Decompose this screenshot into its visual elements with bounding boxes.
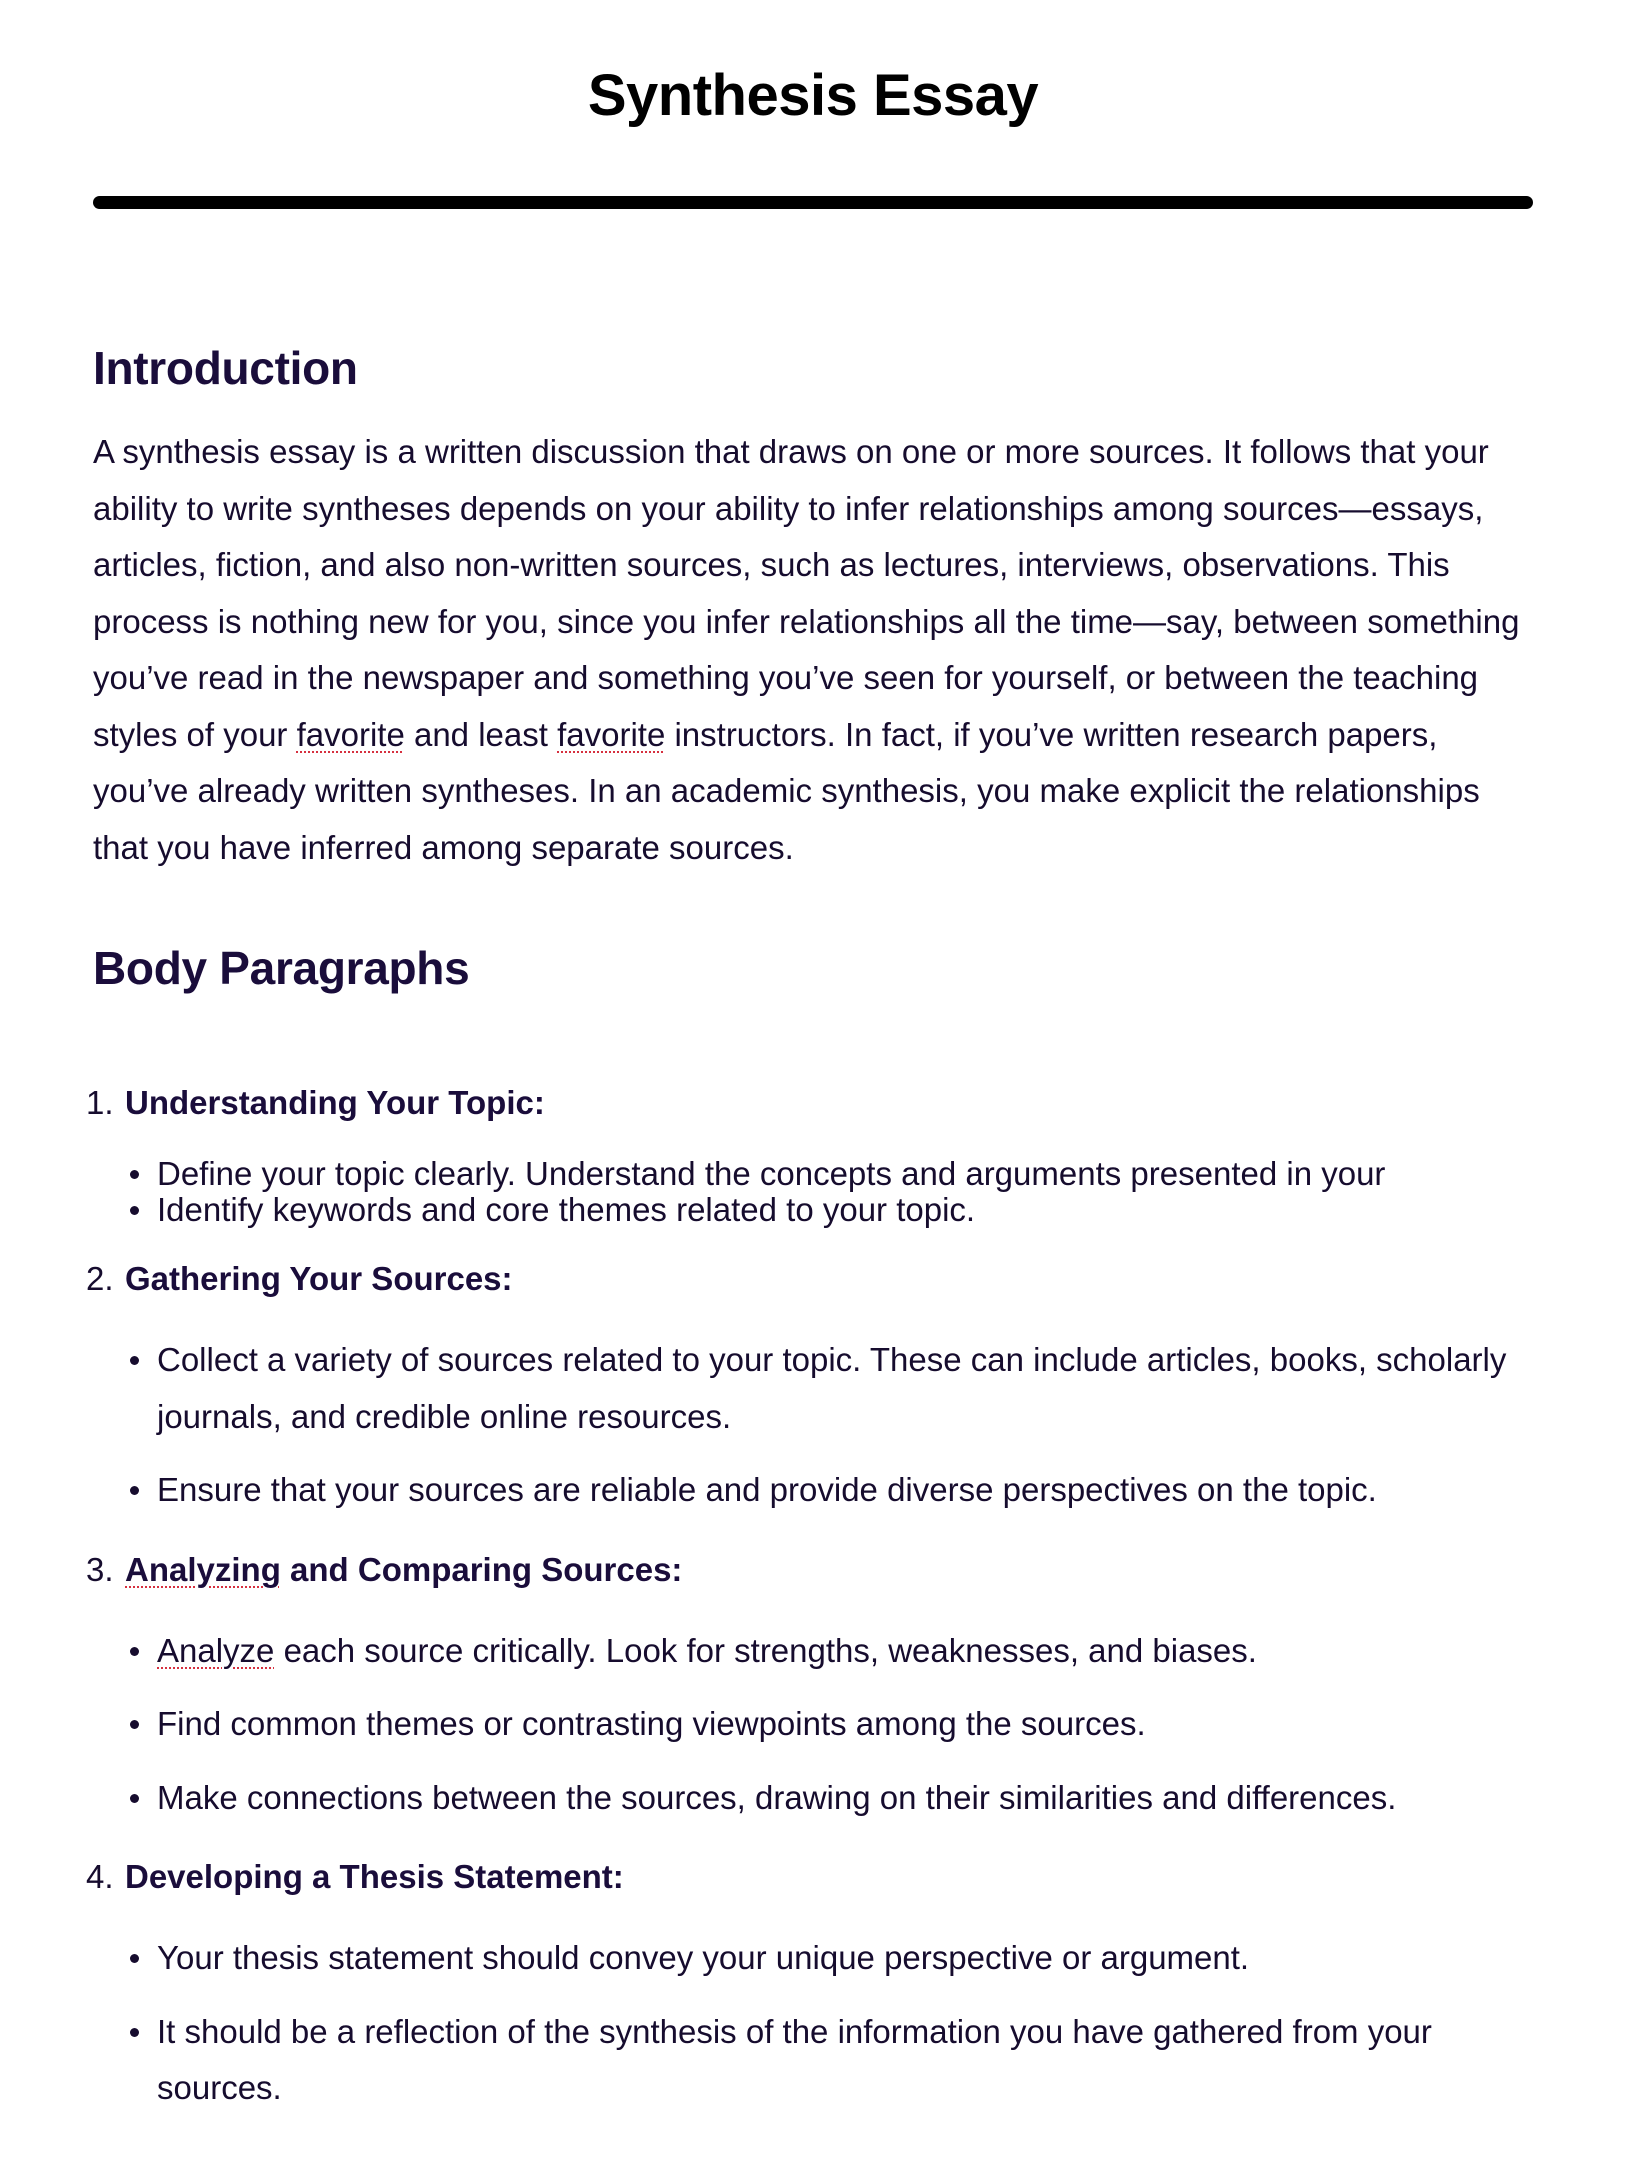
- bullet-text: Ensure that your sources are reliable and provide diverse perspectives on the topic.: [157, 1471, 1377, 1508]
- bullet-text: Make connections between the sources, drawing on their similarities and differences.: [157, 1778, 1397, 1816]
- step-title-row: [86, 1078, 1533, 1128]
- bullet-item: [157, 1332, 1533, 1445]
- spellcheck-flagged-word[interactable]: Analyze: [157, 1631, 275, 1669]
- bullet-item: [157, 1770, 1533, 1827]
- spellcheck-flagged-word[interactable]: Analyzing: [125, 1550, 281, 1588]
- bullet-item: [157, 1623, 1533, 1680]
- bullet-dot-icon: [130, 1206, 139, 1215]
- list-item: [86, 1254, 1533, 1519]
- title-divider: [93, 196, 1533, 209]
- bullet-item: [157, 1192, 1533, 1228]
- bullet-list: [93, 1930, 1533, 2117]
- step-title: Developing a Thesis Statement:: [125, 1858, 624, 1895]
- step-number: 3.: [86, 1550, 114, 1588]
- list-item: [86, 1545, 1533, 1827]
- bullet-dot-icon: [130, 1794, 139, 1803]
- bullet-dot-icon: [130, 1954, 139, 1963]
- bullet-list: [93, 1623, 1533, 1827]
- bullet-item: [157, 1696, 1533, 1753]
- intro-text-segment: and least: [404, 715, 558, 753]
- document-title: Synthesis Essay: [587, 63, 1039, 128]
- bullet-text: Identify keywords and core themes related to your topic.: [157, 1191, 976, 1228]
- step-title: Understanding Your Topic:: [125, 1084, 545, 1121]
- intro-text-segment: A synthesis essay is a written discussion that draws on one or more sources. It follows that your ability to write syntheses depends on your ability to infer relationships among sources—essays, articles, fiction, and also non-written sources, such as lectures, interviews, observations. This process is nothing new for you, since you infer relationships all the time—say, between something you’ve read in the newspaper and something you’ve seen for yourself, or between the teaching styles of your: [93, 433, 1520, 753]
- step-number: 2.: [86, 1260, 114, 1297]
- list-item: [86, 1078, 1533, 1228]
- bullet-text: Your thesis statement should convey your unique perspective or argument.: [157, 1939, 1250, 1976]
- bullet-text: Define your topic clearly. Understand the concepts and arguments presented in your: [157, 1155, 1386, 1192]
- introduction-heading: Introduction: [93, 342, 358, 394]
- bullet-list: [93, 1156, 1533, 1228]
- bullet-text: It should be a reflection of the synthesis of the information you have gathered from your sources.: [157, 2012, 1432, 2106]
- bullet-item: [157, 1462, 1533, 1519]
- bullet-dot-icon: [130, 2028, 139, 2037]
- bullet-dot-icon: [130, 1356, 139, 1365]
- step-number: 1.: [86, 1084, 114, 1121]
- spellcheck-flagged-word[interactable]: favorite: [296, 715, 405, 753]
- step-number: 4.: [86, 1858, 114, 1895]
- bullet-item: [157, 1930, 1533, 1987]
- list-item: [86, 1852, 1533, 2117]
- bullet-dot-icon: [130, 1170, 139, 1179]
- steps-list: [86, 1078, 1533, 2117]
- bullet-list: [93, 1332, 1533, 1519]
- body-paragraphs-heading: Body Paragraphs: [93, 942, 470, 994]
- introduction-paragraph[interactable]: [93, 424, 1533, 876]
- intro-text-segment: instructors. In fact, if you’ve written research papers, you’ve already written syntheses. In an academic synthesis, you make explicit the relationships that you have inferred among separate sources.: [93, 715, 1480, 866]
- step-title: Gathering Your Sources:: [125, 1260, 513, 1297]
- step-title-row: [86, 1254, 1533, 1304]
- step-title-row: [86, 1545, 1533, 1595]
- bullet-dot-icon: [130, 1486, 139, 1495]
- bullet-dot-icon: [130, 1647, 139, 1656]
- bullet-item: [157, 2004, 1533, 2117]
- step-title-row: [86, 1852, 1533, 1902]
- step-title: [125, 1545, 682, 1595]
- bullet-text: each source critically. Look for strengths, weaknesses, and biases.: [274, 1631, 1257, 1669]
- bullet-text: Find common themes or contrasting viewpoints among the sources.: [157, 1705, 1146, 1742]
- bullet-item: [157, 1156, 1533, 1192]
- spellcheck-flagged-word[interactable]: favorite: [557, 715, 666, 753]
- bullet-text: Collect a variety of sources related to your topic. These can include articles, books, scholarly journals, and credible online resources.: [157, 1341, 1507, 1435]
- bullet-dot-icon: [130, 1720, 139, 1729]
- step-title-rest: and Comparing Sources:: [280, 1550, 683, 1588]
